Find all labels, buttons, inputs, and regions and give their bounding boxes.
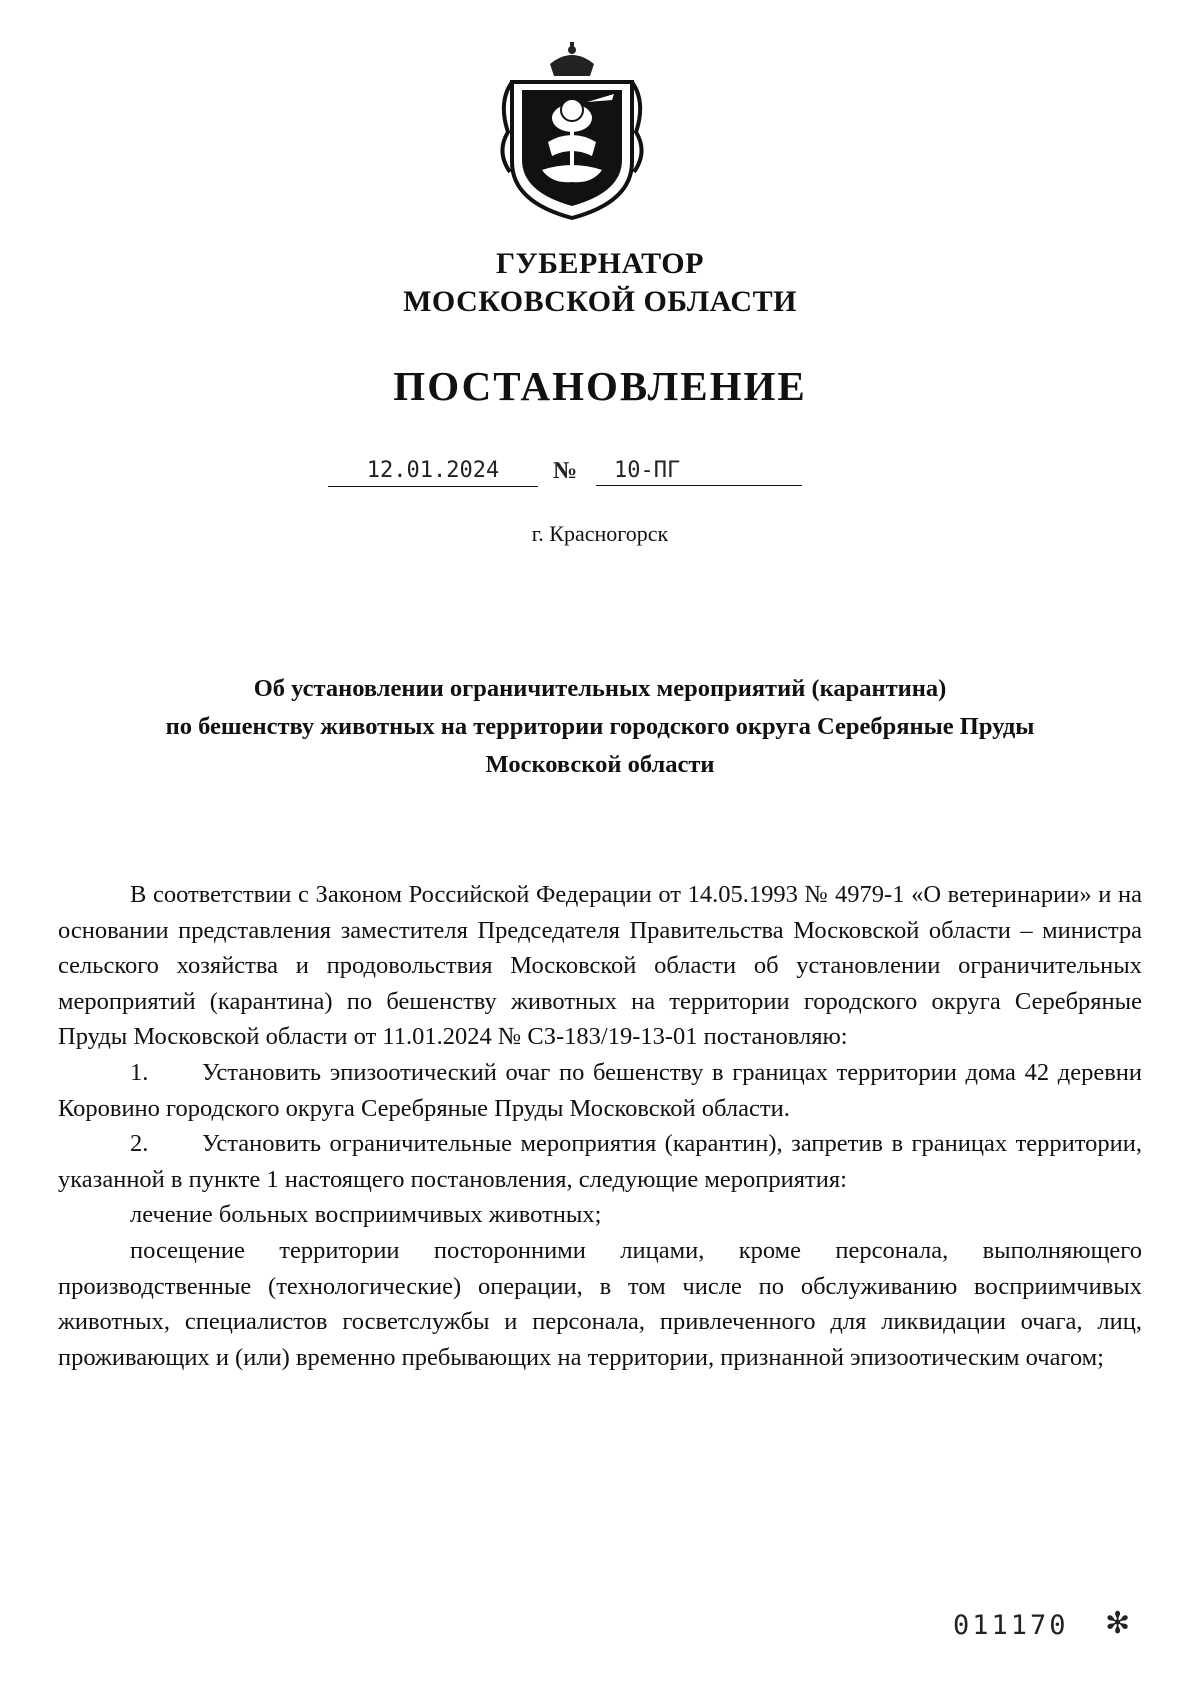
form-serial-number: 011170: [953, 1610, 1069, 1641]
document-number: 10-ПГ: [596, 458, 802, 486]
document-date: 12.01.2024: [328, 458, 538, 487]
title-line: Об установлении ограничительных мероприятий (карантина): [253, 675, 947, 702]
title-line: по бешенству животных на территории городского округа Серебряные Пруды: [165, 713, 1035, 740]
item-text: Установить эпизоотический очаг по бешенству в границах территории дома 42 деревни Коровино городского округа Серебряные Пруды Московской области.: [58, 1058, 1142, 1122]
number-sign: №: [553, 458, 578, 484]
moscow-oblast-coat-of-arms-icon: [492, 42, 652, 222]
asterisk-mark-icon: ✻: [1105, 1607, 1131, 1640]
document-type-heading: ПОСТАНОВЛЕНИЕ: [393, 363, 807, 409]
sub-item: посещение территории посторонними лицами, кроме персонала, выполняющего производственные (технологические) операции, в том числе по обслуживанию восприимчивых животных, специалистов госветслужбы и персонала, привлеченного для ликвидации очага, лиц, проживающих и (или) временно пребывающих на территории, признанной эпизоотическим очагом;: [58, 1236, 1142, 1371]
title-line: Московской области: [485, 751, 715, 778]
sub-item: лечение больных восприимчивых животных;: [130, 1201, 602, 1229]
issue-city: г. Красногорск: [531, 521, 669, 546]
list-item: [58, 1126, 1142, 1197]
preamble-paragraph: В соответствии с Законом Российской Федерации от 14.05.1993 № 4979-1 «О ветеринарии» и на основании представления заместителя Председателя Правительства Московской области – министра сельского хозяйства и продовольствия Московской области об установлении ограничительных мероприятий (карантина) по бешенству животных на территории городского округа Серебряные Пруды Московской области от 11.01.2024 № СЗ-183/19-13-01 постановляю:: [58, 881, 1142, 1051]
item-number: 2.: [130, 1130, 149, 1158]
item-number: 1.: [130, 1058, 149, 1086]
item-text: Установить ограничительные мероприятия (карантин), запретив в границах территории, указанной в пункте 1 настоящего постановления, следующие мероприятия:: [58, 1130, 1142, 1193]
document-body: [58, 877, 1142, 1375]
document-title: [60, 670, 1140, 784]
list-item: [58, 1055, 1142, 1126]
authority-title-line2: МОСКОВСКОЙ ОБЛАСТИ: [403, 285, 797, 318]
authority-title-line1: ГУБЕРНАТОР: [496, 247, 704, 280]
